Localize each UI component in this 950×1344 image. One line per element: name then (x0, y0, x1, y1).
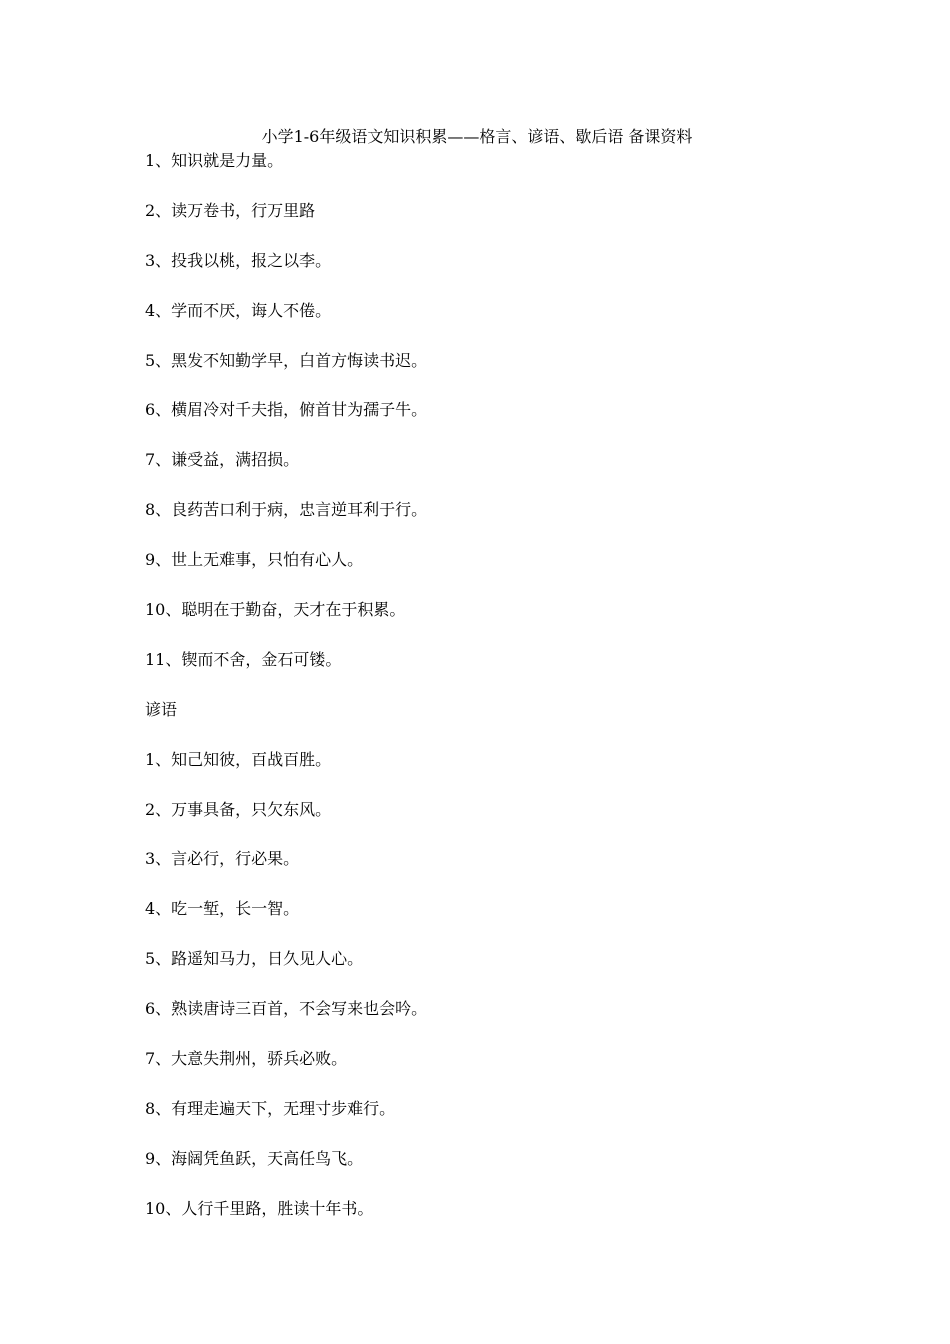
motto-line: 1、知识就是力量。 (145, 151, 284, 170)
proverb-section-heading: 谚语 (145, 699, 178, 719)
motto-line: 5、黑发不知勤学早，白首方悔读书迟。 (145, 350, 428, 370)
proverb-line: 3、言必行，行必果。 (145, 849, 300, 869)
proverb-line: 10、人行千里路，胜读十年书。 (145, 1198, 374, 1218)
motto-line: 2、读万卷书，行万里路 (145, 200, 316, 220)
document-title-text: 小学1-6年级语文知识积累——格言、谚语、歇后语 备课资料 (261, 127, 693, 146)
motto-line: 9、世上无难事，只怕有心人。 (145, 550, 364, 570)
proverb-line: 9、海阔凭鱼跃，天高任鸟飞。 (145, 1148, 364, 1168)
motto-line: 4、学而不厌，诲人不倦。 (145, 300, 332, 320)
proverb-line: 8、有理走遍天下，无理寸步难行。 (145, 1098, 396, 1118)
proverb-line: 7、大意失荆州，骄兵必败。 (145, 1049, 348, 1069)
motto-line: 3、投我以桃，报之以李。 (145, 250, 332, 270)
motto-line: 6、横眉冷对千夫指，俯首甘为孺子牛。 (145, 400, 428, 420)
motto-line: 8、良药苦口利于病，忠言逆耳利于行。 (145, 500, 428, 520)
motto-line: 10、聪明在于勤奋，天才在于积累。 (145, 600, 406, 620)
proverb-line: 4、吃一堑，长一智。 (145, 899, 300, 919)
proverb-line: 6、熟读唐诗三百首，不会写来也会吟。 (145, 999, 428, 1019)
motto-line: 11、锲而不舍，金石可镂。 (145, 649, 342, 669)
motto-line: 7、谦受益，满招损。 (145, 450, 300, 470)
document-body (145, 150, 845, 1248)
document-title (0, 126, 950, 148)
proverb-line: 2、万事具备，只欠东风。 (145, 799, 332, 819)
proverb-line: 1、知己知彼，百战百胜。 (145, 749, 332, 769)
proverb-line: 5、路遥知马力，日久见人心。 (145, 949, 364, 969)
